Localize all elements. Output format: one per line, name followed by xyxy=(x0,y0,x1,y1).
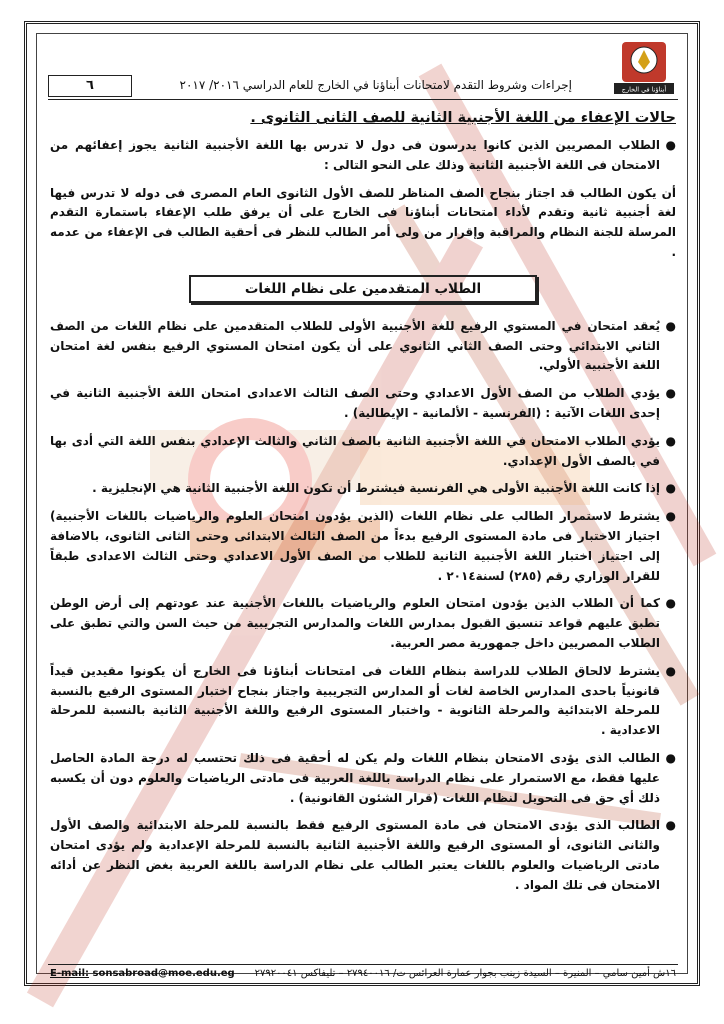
section1-paragraph: أن يكون الطالب قد اجتاز بنجاح الصف المناظر للصف الأول الثانوى العام المصرى فى دوله لا تدرس فيها لغة أجنبية ثانية وتقدم لأداء امتحانات أبناؤنا فى الخارج على أن يرفق طلب الإعفاء باستمارة التقدم المرسلة للجنة النظام والمراقبة وإقرار من ولى أمر الطالب للنظر فى أحقية الطالب فى الإعفاء من عدمه . xyxy=(50,185,676,259)
page-header xyxy=(48,40,680,100)
list-item xyxy=(50,136,676,176)
list-item xyxy=(50,816,676,895)
list-item-text: يُعقد امتحان في المستوي الرفيع للغة الأجنبية الأولى للطلاب المتقدمين على نظام اللغات من الصف الثاني الابتدائي وحتى الصف الثاني الثانوي على أن يكون امتحان المستوي الرفيع بنفس لغة امتحان اللغة الأجنبية الأولي. xyxy=(50,318,660,373)
section1-title: حالات الإعفاء من اللغة الأجنبية الثانية للصف الثانى الثانوى . xyxy=(250,110,676,126)
section2-list xyxy=(50,317,676,896)
list-item-text: الطالب الذى يؤدى الامتحان فى مادة المستوى الرفيع فقط بالنسبة للمرحلة الابتدائية والصف الأول والثانى الثانوى، أو المستوى الرفيع واللغة الأجنبية الثانية بالنسبة للمرحلة الإعدادية ولم يؤدى امتحان مادتى الرياضيات والعلوم باللغات يعتبر الطالب على نظام الدراسة باللغة العربية بغض النظر عن أدائه الامتحان فى تلك المواد . xyxy=(50,818,660,892)
footer-divider xyxy=(48,964,678,965)
bullet-icon: ● xyxy=(665,509,676,524)
list-item-text: الطالب الذى يؤدى الامتحان بنظام اللغات ولم يكن له أحقية فى ذلك تحتسب له درجة المادة الحاصل عليها فقط، مع الاستمرار على نظام الدراسة باللغة العربية فى مادتى الرياضيات والعلوم دون أن يكسبه ذلك أي حق فى التحويل لنظام اللغات (قرار الشئون القانونية) . xyxy=(50,750,660,805)
main-content xyxy=(50,106,676,904)
list-item-text: يشترط لالحاق الطلاب للدراسة بنظام اللغات فى امتحانات أبناؤنا فى الخارج أن يكونوا مقيدين قيداً قانونياً باحدى المدارس الخاصة لغات أو المدارس التجريبية واجتاز بنجاح اختبار المستوى الرفيع بالنسبة للمرحلة الابتدائية والمرحلة الثانوية - واختبار المستوى الرفيع واللغة الأجنبية الثانية بالنسبة للمرحلة الاعدادية . xyxy=(50,663,660,738)
section1-list xyxy=(50,136,676,176)
bullet-icon: ● xyxy=(665,818,676,833)
list-item xyxy=(50,432,676,472)
list-item xyxy=(50,749,676,808)
list-item-text: يؤدي الطلاب الامتحان في اللغة الأجنبية الثانية بالصف الثاني والثالث الإعدادي بنفس اللغة التي أدى بها في بالصف الأول الإعدادي. xyxy=(50,433,660,468)
email-label: E-mail: xyxy=(50,968,90,979)
egypt-ministry-emblem-icon xyxy=(608,40,680,96)
page-footer xyxy=(50,966,676,984)
header-divider xyxy=(48,99,678,100)
list-item-text: الطلاب المصريين الذين كانوا يدرسون فى دول لا تدرس بها اللغة الأجنبية الثانية يجوز إعفائهم من الامتحان فى اللغة الأجنبية الثانية وذلك على النحو التالى : xyxy=(50,138,660,172)
list-item-text: إذا كانت اللغة الأجنبية الأولى هي الفرنسية فيشترط أن تكون اللغة الأجنبية الثانية هي الإنجليزية . xyxy=(92,481,660,496)
section2-title-wrap xyxy=(50,275,676,303)
footer-email xyxy=(50,966,235,982)
header-title: إجراءات وشروط التقدم لامتحانات أبناؤنا في الخارج للعام الدراسي ٢٠١٦/ ٢٠١٧ xyxy=(179,78,572,92)
list-item-text: كما أن الطلاب الذين يؤدون امتحان العلوم والرياضيات باللغات الأجنبية عند عودتهم إلى أرض الوطن تطبق عليهم قواعد تنسيق القبول بمدارس اللغات والمدارس التجريبية من حيث السن والتي تطبق على الطلاب المصريين داخل جمهورية مصر العربية. xyxy=(50,596,660,650)
bullet-icon: ● xyxy=(665,481,676,496)
bullet-icon: ● xyxy=(665,433,676,448)
list-item xyxy=(50,507,676,586)
list-item xyxy=(50,662,676,741)
list-item xyxy=(50,384,676,424)
list-item xyxy=(50,479,676,499)
bullet-icon: ● xyxy=(665,750,676,765)
bullet-icon: ● xyxy=(665,663,676,678)
list-item xyxy=(50,317,676,376)
list-item-text: يؤدي الطلاب من الصف الأول الاعدادي وحتى الصف الثالث الاعدادى امتحان اللغة الأجنبية الثانية في إحدى اللغات الآتية : (الفرنسية - الألمانية - الإيطالية) . xyxy=(50,386,660,420)
bullet-icon: ● xyxy=(665,138,676,152)
email-address[interactable]: sonsabroad@moe.edu.eg xyxy=(92,968,235,979)
bullet-icon: ● xyxy=(665,596,676,611)
logo-caption: أبناؤنا في الخارج xyxy=(621,85,667,94)
bullet-icon: ● xyxy=(665,386,676,401)
list-item-text: يشترط لاستمرار الطالب على نظام اللغات (الذين يؤدون امتحان العلوم والرياضيات باللغات الأجنبية) اجتياز الاختبار فى مادة المستوى الرفيع بدءاً من الصف الثالث الابتدائى وحتى الثانى الثانوى، بالاضافة إلى اجتياز اختبار اللغة الأجنبية الثانية للطلاب من الصف الأول الاعدادي وحتى الثالث الاعدادى طبقاً للقرار الوزاري رقم (٢٨٥) لسنة٢٠١٤ . xyxy=(50,509,660,583)
page-number: ٦ xyxy=(48,75,132,97)
footer-address: ١٦ش أمين سامي – المنيرة – السيدة زينب بجوار عمارة العرائس ت/ ٢٧٩٤٠٠١٦ – تليفاكس ٢٧٩٢٠٠٤١ xyxy=(254,968,676,979)
bullet-icon: ● xyxy=(665,318,676,333)
section2-title: الطلاب المتقدمين على نظام اللغات xyxy=(189,275,537,303)
list-item xyxy=(50,594,676,653)
